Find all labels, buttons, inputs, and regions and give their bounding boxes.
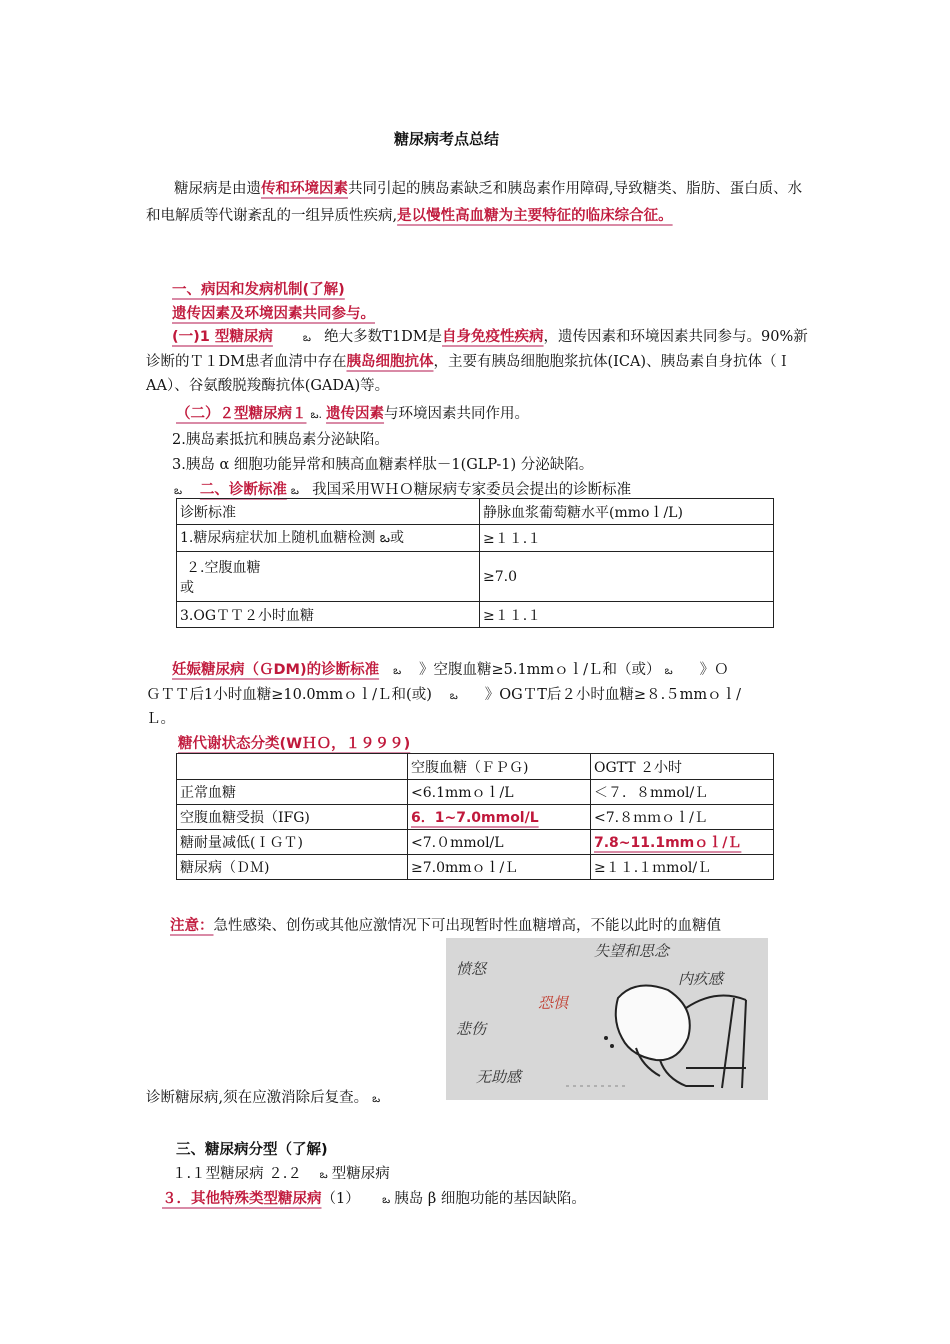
bullet-mark-icon: ఒ xyxy=(449,689,458,702)
type1-text-a: 绝大多数T1DM是 xyxy=(324,329,443,345)
bullet-mark-icon: ఒ xyxy=(372,1092,381,1105)
note-text: 急性感染、创伤或其他应激情况下可出现暂时性血糖增高，不能以此时的血糖值 xyxy=(213,918,721,934)
table-row xyxy=(177,499,774,525)
section2-heading: 二、诊断标准 xyxy=(199,482,287,498)
gdm-line3: Ｌ。 xyxy=(146,711,175,727)
gdm-heading: 妊娠糖尿病（ＧDM)的诊断标准 xyxy=(172,662,380,678)
bullet-mark-icon: ఒ xyxy=(302,331,311,344)
table-cell-or: 或 xyxy=(180,579,194,596)
table-row xyxy=(177,855,774,880)
table-cell: ＜７．８mmol/Ｌ xyxy=(591,780,774,805)
gdm-text2: 》Ｏ xyxy=(699,662,729,678)
sad-figure-icon xyxy=(446,938,768,1100)
emotion-word: 悲伤 xyxy=(456,1020,487,1038)
note-text2: 诊断糖尿病,须在应激消除后复查。 xyxy=(146,1090,369,1106)
table-cell: <7.８ｍｍｏｌ/Ｌ xyxy=(591,805,774,830)
ifg-value: 6．1~7.0mmol/L xyxy=(411,810,539,826)
table-row xyxy=(177,602,774,628)
bullet-mark-icon: ఒ xyxy=(174,484,183,497)
type1-text-c: ，主要有胰岛细胞胞浆抗体(ICA)、胰岛素自身抗体（ＩAA）、谷氨酸脱羧酶抗体(GADA)等。 xyxy=(146,354,792,394)
table-cell: ≥7.0mmｏｌ/Ｌ xyxy=(408,855,591,880)
section2-text: 我国采用ＷＨＯ糖尿病专家委员会提出的诊断标准 xyxy=(312,482,632,498)
intro-highlight-genetic: 传和环境因素 xyxy=(261,181,348,197)
type1-paragraph xyxy=(146,325,812,398)
note-line xyxy=(170,914,721,935)
table-row xyxy=(177,525,774,552)
table-header-cell: 静脉血浆葡萄糖水平(mmoｌ/L) xyxy=(480,499,774,525)
table-cell: ≥１１.１ｍmol/Ｌ xyxy=(591,855,774,880)
section3-special-types: ３．其他特殊类型糖尿病 xyxy=(162,1191,322,1207)
bullet-mark-icon: ఒ xyxy=(393,664,402,677)
bullet-mark-icon: ఒ xyxy=(382,1193,391,1206)
emotion-word: 无助感 xyxy=(476,1068,522,1086)
table-cell: 1.糖尿病症状加上随机血糖检测 ఒ或 xyxy=(177,525,480,552)
gdm-text1: 》空腹血糖≥5.1mmｏｌ/Ｌ和（或） xyxy=(418,662,661,678)
section3-line2 xyxy=(162,1187,586,1209)
bullet-mark-icon: ఒ xyxy=(319,1168,328,1181)
type2-item2: 2.胰岛素抵抗和胰岛素分泌缺陷。 xyxy=(172,432,389,448)
intro-paragraph xyxy=(146,176,812,230)
diagnosis-table xyxy=(176,498,774,628)
type1-highlight-antibody: 胰岛细胞抗体 xyxy=(346,354,434,370)
type2-line xyxy=(176,402,529,424)
type2-label: （二）２型糖尿病１ xyxy=(176,406,307,422)
intro-highlight-definition: 是以慢性高血糖为主要特征的临床综合征。 xyxy=(397,208,673,224)
gdm-line1 xyxy=(172,658,729,680)
table-row xyxy=(177,805,774,830)
section3-text2b: 胰岛 β 细胞功能的基因缺陷。 xyxy=(394,1191,586,1207)
section3-line1 xyxy=(172,1162,390,1184)
emotion-word: 内疚感 xyxy=(678,970,724,988)
table-cell-text: ２.空腹血糖 xyxy=(186,559,261,576)
section3-text2: （1） xyxy=(321,1191,360,1207)
table-cell: 3.OGＴＴ２小时血糖 xyxy=(177,602,480,628)
type1-label: (一)1 型糖尿病 xyxy=(172,329,273,345)
type1-text-b: ，遗传因素和环境因素共同参与。90%新诊断的Ｔ１DM患者血清中存在 xyxy=(146,329,808,370)
bullet-mark-icon: ఒ xyxy=(290,484,299,497)
bullet-mark-icon: ఒ. xyxy=(310,408,323,421)
table-cell: <6.1mmｏｌ/L xyxy=(408,780,591,805)
note-label: 注意： xyxy=(170,918,214,934)
table-cell: 正常血糖 xyxy=(177,780,408,805)
metabolism-table xyxy=(176,753,774,880)
note-line2 xyxy=(146,1086,384,1108)
gdm-line2 xyxy=(146,683,741,705)
emotion-word: 恐惧 xyxy=(538,994,569,1012)
type2-text: 与环境因素共同作用。 xyxy=(384,406,530,422)
table-cell: ≥7.0 xyxy=(480,552,774,602)
section3-text1b: 型糖尿病 xyxy=(331,1166,390,1182)
section1-sub: 遗传因素及环境因素共同参与。 xyxy=(172,306,375,322)
table-header-cell: 诊断标准 xyxy=(177,499,480,525)
section3-heading: 三、糖尿病分型（了解) xyxy=(176,1142,328,1158)
table-cell xyxy=(177,552,480,602)
table-header-cell: OGTT ２小时 xyxy=(591,754,774,780)
section1-heading: 一、病因和发病机制(了解) xyxy=(172,282,345,298)
emotion-word: 失望和思念 xyxy=(594,942,670,960)
table-row xyxy=(177,830,774,855)
table-cell: 空腹血糖受损（IFG) xyxy=(177,805,408,830)
gdm-text4: 》OGＴT后２小时血糖≥８.５mmｏｌ/ xyxy=(484,687,742,703)
table-header-cell: 空腹血糖（ＦＰＧ) xyxy=(408,754,591,780)
table-cell: 糖尿病（ＤＭ) xyxy=(177,855,408,880)
table-cell: <7.０mmol/L xyxy=(408,830,591,855)
type2-highlight-genetic: 遗传因素 xyxy=(326,406,385,422)
gdm-text3: ＧＴＴ后1小时血糖≥10.0mmｏｌ/Ｌ和(或) xyxy=(146,687,432,703)
table-cell: 糖耐量减低(ＩＧＴ) xyxy=(177,830,408,855)
table-header-cell xyxy=(177,754,408,780)
emotion-illustration xyxy=(446,938,768,1100)
bullet-mark-icon: ఒ xyxy=(664,664,673,677)
metabolism-heading: 糖代谢状态分类(WＨＯ，１９９９) xyxy=(178,736,411,752)
igt-value: 7.8~11.1mmｏｌ/Ｌ xyxy=(594,835,742,851)
intro-text-b: 共同引起的胰岛素缺乏和胰岛素作用障碍,导致糖类、脂肪、蛋白质、水和电解质等代谢紊乱的一组异质性疾病, xyxy=(146,181,803,224)
type1-highlight-autoimmune: 自身免疫性疾病 xyxy=(442,329,544,345)
table-cell xyxy=(591,830,774,855)
page-title: 糖尿病考点总结 xyxy=(394,130,500,148)
section2-line xyxy=(170,478,631,500)
table-cell: ≥１１.１ xyxy=(480,525,774,552)
table-cell xyxy=(408,805,591,830)
table-row xyxy=(177,552,774,602)
intro-text-a: 糖尿病是由遗 xyxy=(174,181,261,197)
type2-item3: 3.胰岛 α 细胞功能异常和胰高血糖素样肽－1(GLP-1) 分泌缺陷。 xyxy=(172,457,594,473)
emotion-word: 愤怒 xyxy=(456,960,487,978)
table-row xyxy=(177,754,774,780)
table-row xyxy=(177,780,774,805)
table-cell: ≥１１.１ xyxy=(480,602,774,628)
section3-text1: １.１型糖尿病 ２.２ xyxy=(172,1166,302,1182)
